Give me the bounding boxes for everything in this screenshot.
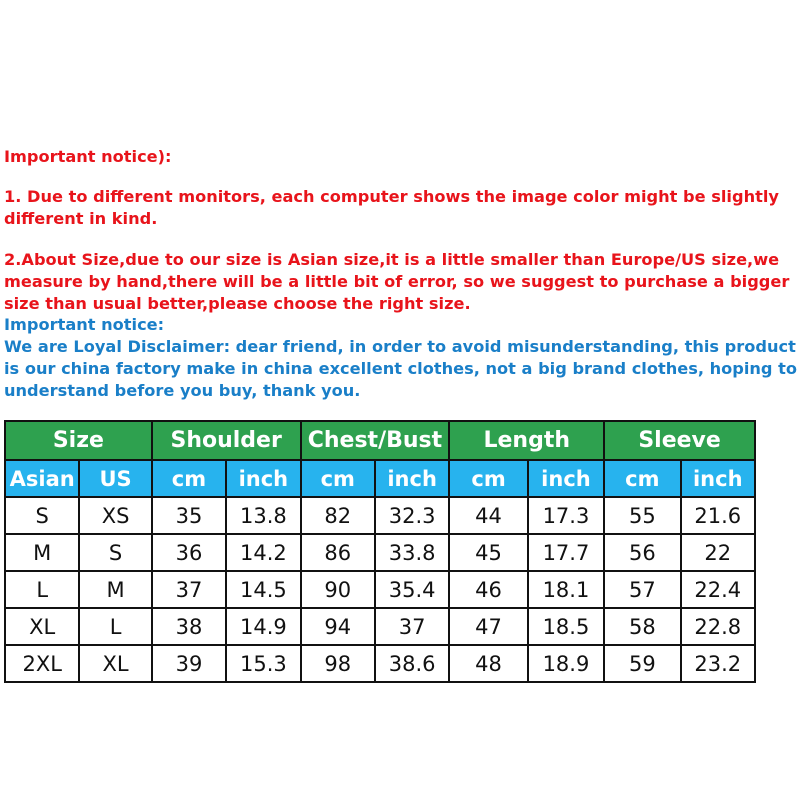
asian-size-header: Asian xyxy=(5,460,79,497)
size-chart-table xyxy=(4,420,756,683)
table-cell: 38 xyxy=(152,608,226,645)
notice-item-size: 2.About Size,due to our size is Asian size,it is a little smaller than Europe/US size,we measure by hand,there will be a little bit of error, so we suggest to purchase a bigger size than usual better,please choose the right size. xyxy=(4,250,790,313)
group-header-row xyxy=(5,421,755,460)
table-cell: 38.6 xyxy=(375,645,449,682)
table-cell: 17.3 xyxy=(528,497,604,534)
table-cell: 35.4 xyxy=(375,571,449,608)
length-header: Length xyxy=(449,421,604,460)
table-row xyxy=(5,497,755,534)
table-cell: XS xyxy=(79,497,151,534)
disclaimer-text: We are Loyal Disclaimer: dear friend, in order to avoid misunderstanding, this product is our china factory make in china excellent clothes, not a big brand clothes, hoping to understand before you buy, thank you. xyxy=(4,337,798,400)
table-cell: 22.8 xyxy=(681,608,755,645)
table-cell: S xyxy=(5,497,79,534)
table-row xyxy=(5,571,755,608)
table-cell: 23.2 xyxy=(681,645,755,682)
table-cell: 35 xyxy=(152,497,226,534)
table-cell: 18.1 xyxy=(528,571,604,608)
table-cell: 15.3 xyxy=(226,645,300,682)
sleeve-cm-header: cm xyxy=(604,460,680,497)
table-cell: 94 xyxy=(301,608,375,645)
length-cm-header: cm xyxy=(449,460,527,497)
table-cell: L xyxy=(5,571,79,608)
table-cell: 13.8 xyxy=(226,497,300,534)
shoulder-cm-header: cm xyxy=(152,460,226,497)
chest-inch-header: inch xyxy=(375,460,449,497)
important-notice-heading-blue: Important notice: xyxy=(4,315,165,334)
table-cell: XL xyxy=(5,608,79,645)
table-cell: 55 xyxy=(604,497,680,534)
table-cell: 47 xyxy=(449,608,527,645)
table-cell: 18.5 xyxy=(528,608,604,645)
table-cell: 14.9 xyxy=(226,608,300,645)
table-cell: 14.5 xyxy=(226,571,300,608)
table-cell: 14.2 xyxy=(226,534,300,571)
table-cell: 22 xyxy=(681,534,755,571)
unit-header-row xyxy=(5,460,755,497)
table-cell: 59 xyxy=(604,645,680,682)
table-cell: M xyxy=(79,571,151,608)
length-inch-header: inch xyxy=(528,460,604,497)
table-cell: 37 xyxy=(375,608,449,645)
table-cell: 32.3 xyxy=(375,497,449,534)
table-cell: M xyxy=(5,534,79,571)
table-cell: 21.6 xyxy=(681,497,755,534)
sleeve-inch-header: inch xyxy=(681,460,755,497)
table-cell: 33.8 xyxy=(375,534,449,571)
table-cell: XL xyxy=(79,645,151,682)
table-cell: 36 xyxy=(152,534,226,571)
us-size-header: US xyxy=(79,460,151,497)
table-cell: 2XL xyxy=(5,645,79,682)
table-cell: 48 xyxy=(449,645,527,682)
table-cell: 86 xyxy=(301,534,375,571)
notice-item-monitors: 1. Due to different monitors, each computer shows the image color might be slightly different in kind. xyxy=(4,187,779,228)
chest-cm-header: cm xyxy=(301,460,375,497)
table-row xyxy=(5,645,755,682)
table-cell: L xyxy=(79,608,151,645)
table-cell: 37 xyxy=(152,571,226,608)
table-cell: 90 xyxy=(301,571,375,608)
shoulder-header: Shoulder xyxy=(152,421,301,460)
shoulder-inch-header: inch xyxy=(226,460,300,497)
table-cell: 22.4 xyxy=(681,571,755,608)
table-cell: 82 xyxy=(301,497,375,534)
table-cell: 58 xyxy=(604,608,680,645)
table-cell: 18.9 xyxy=(528,645,604,682)
table-row xyxy=(5,608,755,645)
table-cell: 39 xyxy=(152,645,226,682)
table-cell: 17.7 xyxy=(528,534,604,571)
table-cell: 46 xyxy=(449,571,527,608)
table-row xyxy=(5,534,755,571)
table-cell: 98 xyxy=(301,645,375,682)
table-cell: 57 xyxy=(604,571,680,608)
table-cell: 56 xyxy=(604,534,680,571)
size-header: Size xyxy=(5,421,152,460)
important-notice-heading: Important notice): xyxy=(4,147,172,166)
chest-bust-header: Chest/Bust xyxy=(301,421,450,460)
table-cell: S xyxy=(79,534,151,571)
table-cell: 44 xyxy=(449,497,527,534)
sleeve-header: Sleeve xyxy=(604,421,755,460)
table-cell: 45 xyxy=(449,534,527,571)
